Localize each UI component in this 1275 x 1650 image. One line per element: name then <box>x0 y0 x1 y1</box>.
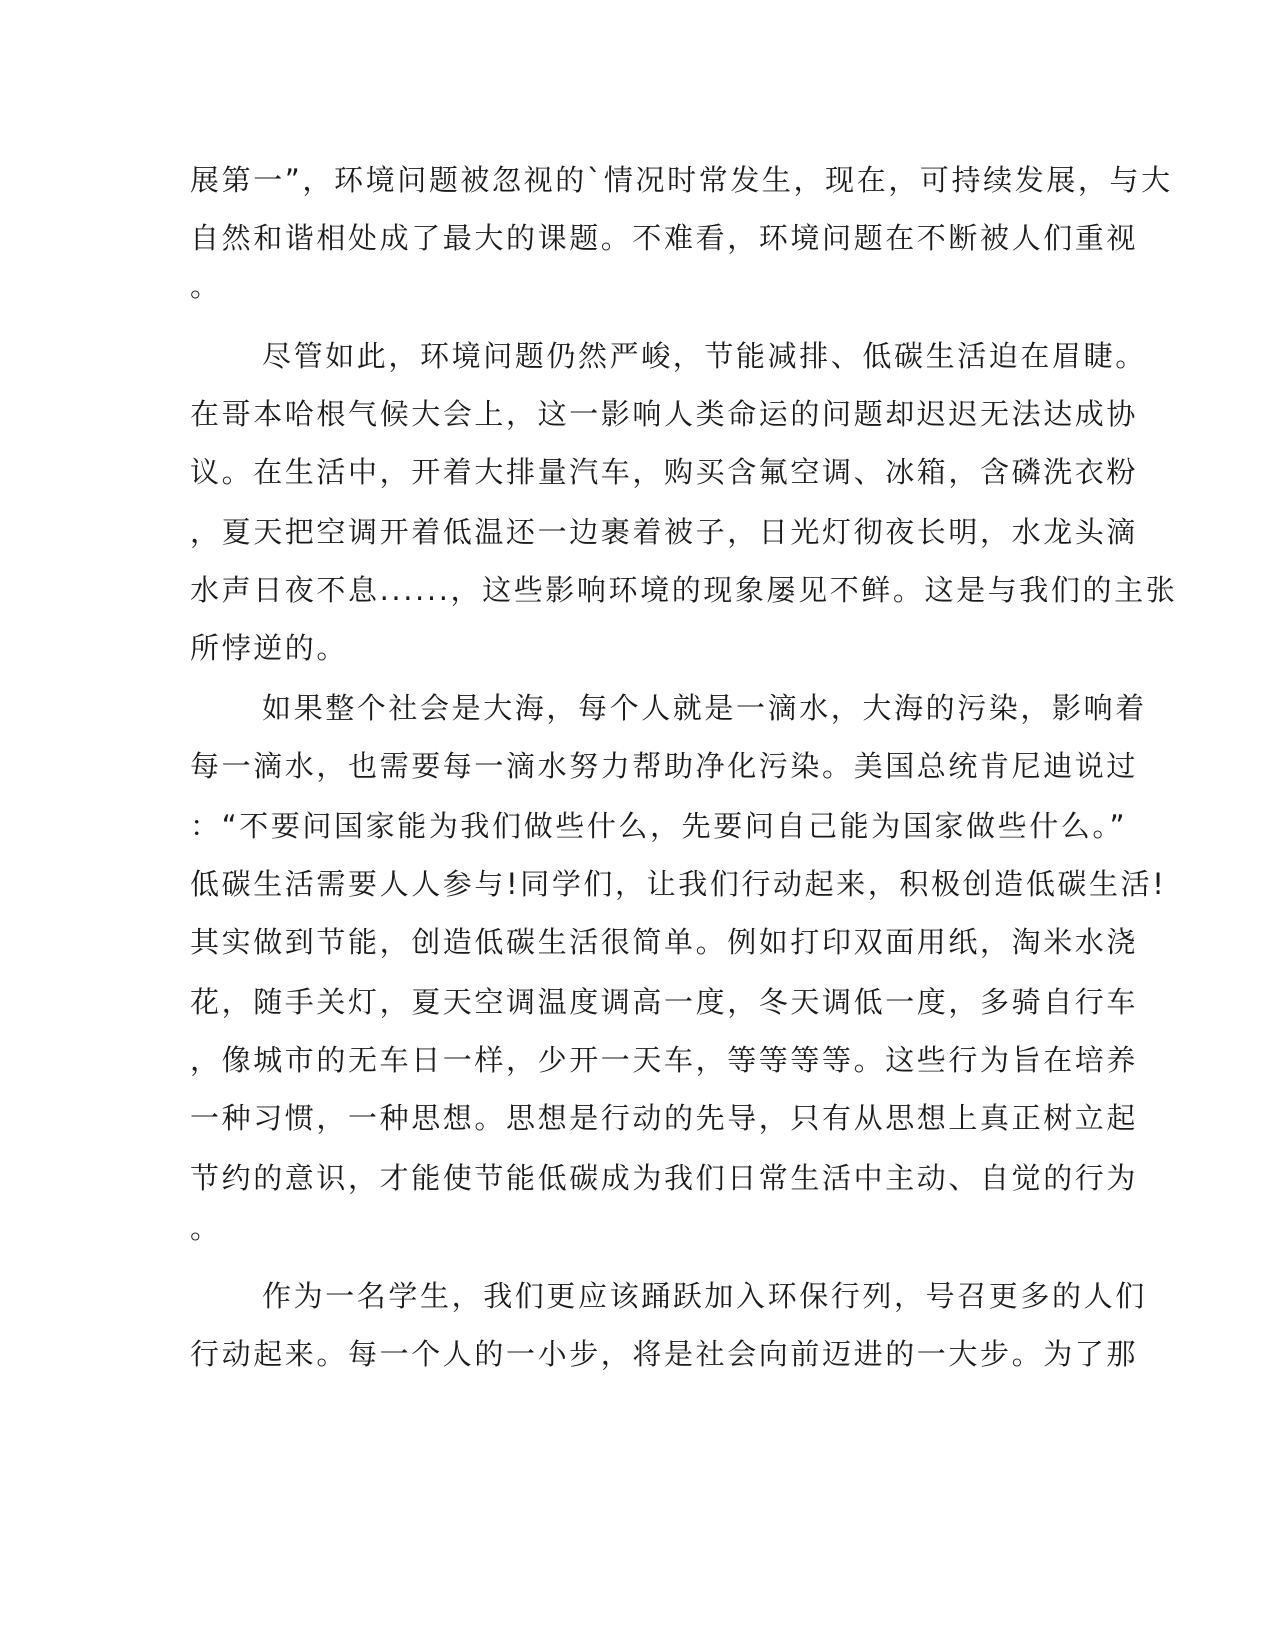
text-line: 议。在生活中，开着大排量汽车，购买含氟空调、冰箱，含磷洗衣粉 <box>190 455 1139 489</box>
text-line: ，像城市的无车日一样，少开一天车，等等等等。这些行为旨在培养 <box>190 1043 1139 1077</box>
text-line: 行动起来。每一个人的一小步，将是社会向前迈进的一大步。为了那 <box>190 1337 1139 1371</box>
text-line: 水声日夜不息......，这些影响环境的现象屡见不鲜。这是与我们的主张 <box>190 573 1178 607</box>
text-line: 其实做到节能，创造低碳生活很简单。例如打印双面用纸，淘米水浇 <box>190 925 1139 959</box>
text-line: 在哥本哈根气候大会上，这一影响人类命运的问题却迟迟无法达成协 <box>190 397 1139 431</box>
text-line: 节约的意识，才能使节能低碳成为我们日常生活中主动、自觉的行为 <box>190 1161 1139 1195</box>
text-line: 一种习惯，一种思想。思想是行动的先导，只有从思想上真正树立起 <box>190 1101 1139 1135</box>
paragraph-start-line: 尽管如此，环境问题仍然严峻，节能减排、低碳生活迫在眉睫。 <box>262 339 1147 373</box>
text-line: 每一滴水，也需要每一滴水努力帮助净化污染。美国总统肯尼迪说过 <box>190 749 1139 783</box>
text-line: 所悖逆的。 <box>190 631 349 665</box>
text-line: 低碳生活需要人人参与!同学们，让我们行动起来，积极创造低碳生活! <box>190 867 1167 901</box>
paragraph-start-line: 作为一名学生，我们更应该踊跃加入环保行列，号召更多的人们 <box>262 1279 1147 1313</box>
text-line: 展第一”，环境问题被忽视的`情况时常发生，现在，可持续发展，与大 <box>190 163 1173 197</box>
text-line: 。 <box>190 1211 222 1245</box>
text-line: ：“不要问国家能为我们做些什么，先要问自己能为国家做些什么。” <box>190 809 1128 843</box>
text-line: ，夏天把空调开着低温还一边裹着被子，日光灯彻夜长明，水龙头滴 <box>190 515 1139 549</box>
text-line: 花，随手关灯，夏天空调温度调高一度，冬天调低一度，多骑自行车 <box>190 985 1139 1019</box>
paragraph-start-line: 如果整个社会是大海，每个人就是一滴水，大海的污染，影响着 <box>262 691 1147 725</box>
text-line: 。 <box>190 269 222 303</box>
text-line: 自然和谐相处成了最大的课题。不难看，环境问题在不断被人们重视 <box>190 221 1139 255</box>
